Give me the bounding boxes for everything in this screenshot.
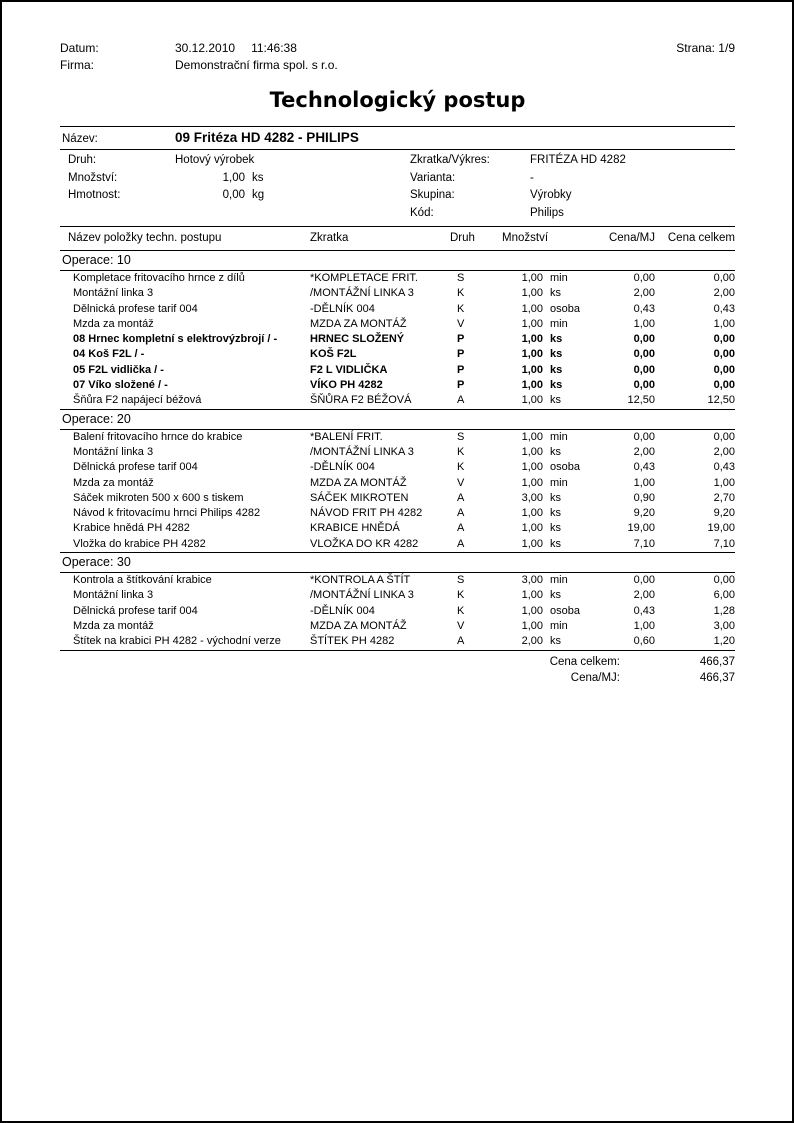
item-code-cell: VLOŽKA DO KR 4282 — [310, 537, 419, 550]
info-label-left: Druh: — [68, 154, 97, 166]
item-unit-cell: osoba — [550, 302, 580, 315]
totals-section — [60, 654, 735, 686]
info-label-left — [60, 205, 175, 223]
item-qty-cell: 1,00 — [521, 394, 543, 407]
item-code-cell: KOŠ F2L — [310, 348, 357, 361]
item-name-cell: Montážní linka 3 — [73, 287, 154, 300]
operation-header: Operace: 10 — [62, 253, 131, 267]
operation-header: Operace: 20 — [62, 411, 131, 426]
firm-value: Demonstrační firma spol. s r.o. — [175, 58, 338, 72]
item-qty-cell: 1,00 — [521, 522, 543, 535]
item-total-cell: 9,20 — [713, 507, 735, 520]
item-code-cell: *KONTROLA A ŠTÍT — [310, 574, 411, 587]
item-code-cell: SÁČEK MIKROTEN — [310, 491, 409, 504]
item-code-cell: ŠŇŮRA F2 BÉŽOVÁ — [310, 394, 412, 407]
item-total-cell: 0,00 — [713, 333, 735, 346]
item-price-cell: 9,20 — [633, 507, 655, 520]
item-qty-cell: 3,00 — [521, 574, 543, 587]
item-qty-cell: 1,00 — [521, 333, 543, 346]
item-name-cell: Kontrola a štítkování krabice — [73, 574, 212, 587]
item-price-cell: 0,00 — [633, 430, 655, 443]
item-type-cell: K — [457, 287, 465, 300]
total-row — [60, 670, 735, 686]
item-unit-cell: ks — [550, 635, 561, 648]
item-name-cell: Montážní linka 3 — [73, 589, 154, 602]
item-unit-cell: ks — [550, 491, 561, 504]
item-type-cell: V — [457, 476, 465, 489]
item-price-cell: 2,00 — [633, 589, 655, 602]
item-name-cell: Sáček mikroten 500 x 600 s tiskem — [73, 491, 244, 504]
table-body — [60, 251, 735, 651]
item-name-cell: 08 Hrnec kompletní s elektrovýzbrojí / - — [73, 333, 278, 346]
table-header — [60, 227, 735, 250]
item-code-cell: -DĚLNÍK 004 — [310, 461, 375, 474]
product-name-value: 09 Fritéza HD 4282 - PHILIPS — [175, 130, 359, 145]
info-grid — [60, 150, 735, 226]
item-qty-cell: 1,00 — [521, 430, 543, 443]
item-qty-cell: 1,00 — [521, 272, 543, 284]
item-unit-cell: ks — [550, 379, 563, 392]
table-row — [60, 271, 735, 286]
product-name-label: Název: — [62, 133, 98, 145]
firm-label: Firma: — [60, 58, 94, 72]
item-qty-cell: 1,00 — [521, 363, 543, 376]
item-price-cell: 0,43 — [633, 461, 655, 474]
item-unit-cell: ks — [550, 589, 561, 602]
info-label-right: Zkratka/Výkres: — [410, 154, 490, 166]
table-row — [60, 363, 735, 378]
info-value-number: 1,00 — [222, 171, 245, 184]
table-row — [60, 491, 735, 506]
info-value-right: FRITÉZA HD 4282 — [530, 154, 626, 166]
item-qty-cell: 1,00 — [521, 507, 543, 520]
info-label-left: Hmotnost: — [68, 189, 121, 201]
item-price-cell: 0,00 — [633, 333, 655, 346]
item-total-cell: 0,00 — [713, 348, 735, 361]
table-row — [60, 573, 735, 588]
item-type-cell: A — [457, 491, 465, 504]
item-unit-cell: min — [550, 430, 568, 443]
item-code-cell: /MONTÁŽNÍ LINKA 3 — [310, 445, 414, 458]
table-row — [60, 393, 735, 408]
item-code-cell: /MONTÁŽNÍ LINKA 3 — [310, 287, 414, 300]
item-code-cell: ŠTÍTEK PH 4282 — [310, 635, 395, 648]
info-label-right: Kód: — [410, 206, 434, 219]
item-total-cell: 12,50 — [707, 394, 735, 407]
item-qty-cell: 2,00 — [521, 635, 543, 648]
item-type-cell: K — [457, 604, 465, 617]
item-price-cell: 0,00 — [633, 574, 655, 587]
total-row — [60, 654, 735, 670]
item-code-cell: *KOMPLETACE FRIT. — [310, 272, 418, 284]
item-unit-cell: min — [550, 272, 568, 284]
page-number: Strana: 1/9 — [676, 41, 735, 55]
info-value-right: Výrobky — [530, 189, 572, 201]
item-unit-cell: min — [550, 619, 568, 632]
item-name-cell: Krabice hnědá PH 4282 — [73, 522, 190, 535]
table-row — [60, 430, 735, 445]
item-price-cell: 12,50 — [627, 394, 655, 407]
item-name-cell: Štítek na krabici PH 4282 - východní verze — [73, 635, 281, 648]
item-code-cell: -DĚLNÍK 004 — [310, 604, 375, 617]
item-name-cell: Dělnická profese tarif 004 — [73, 604, 198, 617]
table-row — [60, 460, 735, 475]
item-code-cell: VÍKO PH 4282 — [310, 379, 383, 392]
item-code-cell: MZDA ZA MONTÁŽ — [310, 619, 407, 632]
table-row — [60, 604, 735, 619]
item-type-cell: A — [457, 537, 465, 550]
table-row — [60, 521, 735, 536]
column-header-name: Název položky techn. postupu — [68, 232, 222, 244]
report-title: Technologický postup — [269, 88, 526, 112]
total-value: 466,37 — [699, 671, 735, 684]
item-qty-cell: 1,00 — [521, 348, 543, 361]
info-value-left — [175, 170, 410, 188]
item-name-cell: 07 Víko složené / - — [73, 379, 168, 392]
item-type-cell: P — [457, 333, 465, 346]
item-unit-cell: ks — [550, 507, 561, 520]
item-price-cell: 0,00 — [633, 379, 655, 392]
item-type-cell: S — [457, 574, 465, 587]
item-price-cell: 0,90 — [633, 491, 655, 504]
item-type-cell: S — [457, 430, 465, 443]
table-row — [60, 347, 735, 362]
column-header-zkratka: Zkratka — [310, 232, 349, 244]
info-value-number: 0,00 — [222, 189, 245, 201]
item-code-cell: /MONTÁŽNÍ LINKA 3 — [310, 589, 414, 602]
item-type-cell: V — [457, 619, 465, 632]
item-unit-cell: osoba — [550, 604, 580, 617]
table-row — [60, 332, 735, 347]
item-total-cell: 1,20 — [713, 635, 735, 648]
item-total-cell: 19,00 — [707, 522, 735, 535]
item-total-cell: 1,00 — [713, 317, 735, 330]
item-type-cell: A — [457, 507, 465, 520]
item-total-cell: 1,00 — [713, 476, 735, 489]
operation-header: Operace: 30 — [62, 555, 131, 570]
table-row — [60, 286, 735, 301]
item-name-cell: Dělnická profese tarif 004 — [73, 302, 198, 315]
item-code-cell: *BALENÍ FRIT. — [310, 430, 383, 443]
item-total-cell: 2,00 — [713, 445, 735, 458]
table-row — [60, 378, 735, 393]
item-price-cell: 0,43 — [633, 604, 655, 617]
item-type-cell: P — [457, 348, 465, 361]
item-total-cell: 0,00 — [713, 363, 735, 376]
table-row — [60, 302, 735, 317]
table-row — [60, 619, 735, 634]
item-unit-cell: ks — [550, 537, 561, 550]
item-type-cell: P — [457, 363, 465, 376]
table-row — [60, 634, 735, 649]
item-total-cell: 0,43 — [713, 302, 735, 315]
item-code-cell: KRABICE HNĚDÁ — [310, 522, 400, 535]
item-qty-cell: 1,00 — [521, 379, 543, 392]
item-price-cell: 0,60 — [633, 635, 655, 648]
column-header-cena-mj: Cena/MJ — [608, 232, 655, 244]
info-label-left: Množství: — [68, 171, 118, 184]
item-unit-cell: ks — [550, 522, 561, 535]
table-row — [60, 445, 735, 460]
item-total-cell: 0,00 — [713, 574, 735, 587]
item-type-cell: P — [457, 379, 465, 392]
info-value-left: Hotový výrobek — [175, 154, 255, 166]
item-name-cell: Mzda za montáž — [73, 476, 154, 489]
item-total-cell: 1,28 — [713, 604, 735, 617]
item-name-cell: 05 F2L vidlička / - — [73, 363, 164, 376]
item-total-cell: 2,00 — [713, 287, 735, 300]
total-label: Cena celkem: — [549, 655, 620, 668]
item-code-cell: HRNEC SLOŽENÝ — [310, 333, 405, 346]
item-total-cell: 3,00 — [713, 619, 735, 632]
item-unit-cell: ks — [550, 333, 563, 346]
table-row — [60, 317, 735, 332]
item-type-cell: K — [457, 445, 465, 458]
column-header-druh: Druh — [450, 232, 475, 244]
item-name-cell: Balení fritovacího hrnce do krabice — [73, 430, 243, 443]
item-name-cell: Montážní linka 3 — [73, 445, 154, 458]
divider — [60, 650, 735, 651]
item-code-cell: MZDA ZA MONTÁŽ — [310, 476, 407, 489]
item-unit-cell: ks — [550, 445, 561, 458]
info-value-unit: ks — [252, 171, 264, 184]
item-type-cell: S — [457, 272, 465, 284]
item-price-cell: 2,00 — [633, 287, 655, 300]
info-value-unit: kg — [252, 189, 265, 201]
date-label: Datum: — [60, 41, 99, 55]
item-name-cell: Šňůra F2 napájecí béžová — [73, 394, 202, 407]
info-value-left — [175, 205, 410, 223]
item-price-cell: 0,00 — [633, 363, 655, 376]
item-price-cell: 0,43 — [633, 302, 655, 315]
info-value-right: Philips — [530, 206, 564, 219]
item-qty-cell: 1,00 — [521, 302, 543, 315]
item-total-cell: 6,00 — [713, 589, 735, 602]
item-code-cell: NÁVOD FRIT PH 4282 — [310, 507, 423, 520]
item-type-cell: A — [457, 522, 465, 535]
product-name-row — [60, 127, 735, 149]
item-type-cell: K — [457, 302, 465, 315]
item-price-cell: 7,10 — [633, 537, 655, 550]
item-name-cell: 04 Koš F2L / - — [73, 348, 145, 361]
item-type-cell: K — [457, 589, 465, 602]
time-value: 11:46:38 — [251, 41, 297, 55]
item-qty-cell: 1,00 — [521, 604, 543, 617]
info-value-left — [175, 187, 410, 205]
item-name-cell: Mzda za montáž — [73, 317, 154, 330]
item-unit-cell: ks — [550, 394, 561, 407]
item-unit-cell: min — [550, 476, 568, 489]
item-type-cell: A — [457, 394, 465, 407]
item-price-cell: 19,00 — [627, 522, 655, 535]
item-unit-cell: ks — [550, 348, 563, 361]
item-unit-cell: min — [550, 574, 568, 587]
item-type-cell: V — [457, 317, 465, 330]
item-name-cell: Vložka do krabice PH 4282 — [73, 537, 206, 550]
item-qty-cell: 1,00 — [521, 461, 543, 474]
item-total-cell: 0,00 — [713, 272, 735, 284]
item-price-cell: 2,00 — [633, 445, 655, 458]
total-label: Cena/MJ: — [570, 671, 620, 684]
info-label-right: Varianta: — [410, 171, 456, 184]
item-qty-cell: 1,00 — [521, 589, 543, 602]
date-value: 30.12.2010 — [175, 41, 236, 55]
info-value-right: - — [530, 171, 534, 184]
item-code-cell: MZDA ZA MONTÁŽ — [310, 317, 407, 330]
item-unit-cell: osoba — [550, 461, 580, 474]
item-price-cell: 0,00 — [633, 348, 655, 361]
item-unit-cell: ks — [550, 287, 561, 300]
item-total-cell: 0,43 — [713, 461, 735, 474]
header-date-row — [60, 40, 735, 57]
item-type-cell: A — [457, 635, 465, 648]
item-price-cell: 1,00 — [633, 317, 655, 330]
item-total-cell: 7,10 — [713, 537, 735, 550]
item-unit-cell: ks — [550, 363, 563, 376]
report-header — [60, 40, 735, 74]
table-row — [60, 476, 735, 491]
item-total-cell: 0,00 — [713, 379, 735, 392]
item-unit-cell: min — [550, 317, 568, 330]
item-price-cell: 0,00 — [633, 272, 655, 284]
column-header-mnozstvi: Množství — [502, 232, 549, 244]
item-name-cell: Mzda za montáž — [73, 619, 154, 632]
item-qty-cell: 1,00 — [521, 317, 543, 330]
item-name-cell: Návod k fritovacímu hrnci Philips 4282 — [73, 507, 261, 520]
item-total-cell: 0,00 — [713, 430, 735, 443]
item-qty-cell: 1,00 — [521, 619, 543, 632]
item-code-cell: -DĚLNÍK 004 — [310, 302, 375, 315]
total-value: 466,37 — [699, 655, 735, 668]
item-type-cell: K — [457, 461, 465, 474]
item-price-cell: 1,00 — [633, 619, 655, 632]
table-row — [60, 537, 735, 552]
item-code-cell: F2 L VIDLIČKA — [310, 363, 388, 376]
item-name-cell: Kompletace fritovacího hrnce z dílů — [73, 272, 245, 284]
item-total-cell: 2,70 — [713, 491, 735, 504]
table-row — [60, 506, 735, 521]
item-price-cell: 1,00 — [633, 476, 655, 489]
item-qty-cell: 1,00 — [521, 537, 543, 550]
item-qty-cell: 1,00 — [521, 476, 543, 489]
info-label-right: Skupina: — [410, 189, 455, 201]
item-name-cell: Dělnická profese tarif 004 — [73, 461, 198, 474]
item-qty-cell: 1,00 — [521, 445, 543, 458]
header-firm-row — [60, 57, 735, 74]
table-row — [60, 588, 735, 603]
column-header-cena-celkem: Cena celkem — [667, 232, 735, 244]
item-qty-cell: 3,00 — [521, 491, 543, 504]
item-qty-cell: 1,00 — [521, 287, 543, 300]
